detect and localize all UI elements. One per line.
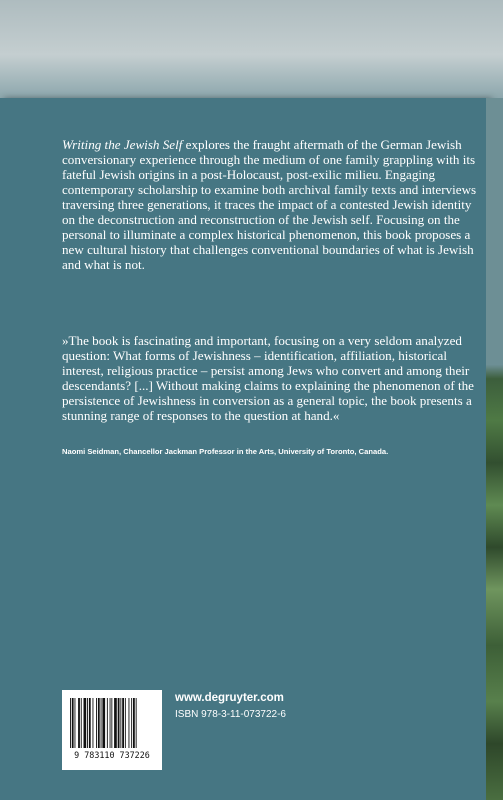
book-description — [62, 137, 482, 272]
barcode-bar — [131, 698, 132, 748]
barcode-bar — [118, 698, 120, 748]
barcode-bar — [122, 698, 124, 748]
review-attribution: Naomi Seidman, Chancellor Jackman Professor in the Arts, University of Toronto, Canada. — [62, 447, 389, 456]
barcode-bar — [133, 698, 135, 748]
barcode-bar — [101, 698, 102, 748]
barcode-bar — [111, 698, 112, 748]
barcode-bar — [98, 698, 100, 748]
barcode-bar — [84, 698, 87, 748]
book-title-italic: Writing the Jewish Self — [62, 137, 183, 152]
barcode-bar — [78, 698, 80, 748]
barcode-bar — [120, 698, 121, 748]
isbn-number: ISBN 978-3-11-073722-6 — [175, 709, 286, 720]
barcode-bar — [89, 698, 91, 748]
barcode-bar — [125, 698, 126, 748]
publisher-url: www.degruyter.com — [175, 692, 284, 704]
cover-top-strip — [0, 0, 503, 100]
cover-photo-edge — [486, 98, 503, 800]
barcode-bar — [102, 698, 105, 748]
barcode-bar — [70, 698, 71, 748]
book-description-text: explores the fraught aftermath of the German Jewish conversionary experience through the medium of one family grappling with its fateful Jewish origins in a post-Holocaust, post-exilic milieu. Engaging contemporary scholarship to examine both archival family texts and interviews traversing three generations, it traces the impact of a contested Jewish identity on the deconstruction and reconstruction of the Jewish self. Focusing on the personal to illuminate a complex historical phenomenon, this book proposes a new cultural history that challenges conventional boundaries of what is Jewish and what is not. — [62, 137, 477, 272]
isbn-barcode — [62, 690, 162, 770]
barcode-digits: 9 783110 737226 — [74, 750, 150, 760]
barcode-bar — [87, 698, 88, 748]
barcode-bar — [136, 698, 137, 748]
review-quote: »The book is fascinating and important, focusing on a very seldom analyzed question: What forms of Jewishness – identification, affiliation, historical interest, religious practice – persist among Jews who convert and among their descendants? [...] Without making claims to explaining the phenomenon of the persistence of Jewishness in conversion as a general topic, the book presents a stunning range of responses to the question at hand.« — [62, 333, 474, 423]
barcode-bar — [114, 698, 117, 748]
barcode-bar — [96, 698, 97, 748]
barcode-bars — [68, 698, 156, 748]
barcode-bar — [81, 698, 82, 748]
barcode-bar — [72, 698, 74, 748]
barcode-bar — [75, 698, 76, 748]
barcode-bar — [107, 698, 108, 748]
barcode-bar — [110, 698, 111, 748]
barcode-bar — [129, 698, 130, 748]
barcode-bar — [93, 698, 94, 748]
